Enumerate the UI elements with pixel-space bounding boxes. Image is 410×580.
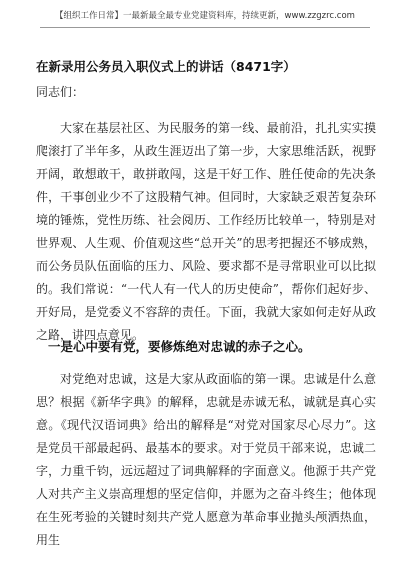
section-heading-1: 一是心中要有党，要修炼绝对忠诚的赤子之心。 <box>48 339 311 354</box>
page-header: 【组织工作日常】一最新最全最专业党建资料库，持续更新，www.zzgzrc.com <box>55 11 355 21</box>
body-paragraph-2: 对党绝对忠诚，这是大家从政面临的第一课。忠诚是什么意思？根据《新华字典》的解释，忠就是赤诚无私，诚就是真心实意。《现代汉语词典》给出的解释是“对党对国家尽心尽力”。这是党员干部最起码、最基本的要求。对于党员干部来说，忠诚二字，力重千钧，远远超过了词典解释的字面意义。他源于共产党人对共产主义崇高理想的坚定信仰，并愿为之奋斗终生；他体现在生死考验的关键时刻共产党人愿意为革命事业抛头颅洒热血，用生 <box>36 372 376 547</box>
greeting: 同志们： <box>36 85 85 99</box>
document-title: 在新录用公务员入职仪式上的讲话（8471字） <box>36 59 296 74</box>
body-paragraph-1: 大家在基层社区、为民服务的第一线、最前沿，扎扎实实摸爬滚打了半年多，从政生涯迈出了第一步，大家思维活跃，视野开阔，敢想敢干，敢拼敢闯，这是干好工作、胜任使命的先决条件，干事创业少不了这股精气神。但同时，大家缺乏艰苦复杂环境的锤炼，党性历练、社会阅历、工作经历比较单一，特别是对世界观、人生观、价值观这些“总开关”的思考把握还不够成熟，而公务员队伍面临的压力、风险、要求都不是寻常职业可以比拟的。我们常说：“一代人有一代人的历史使命”，帮你们起好步、开好局，是党委义不容辞的责任。下面，我就大家如何走好从政之路，讲四点意见。 <box>36 121 376 342</box>
header-divider <box>40 27 370 28</box>
